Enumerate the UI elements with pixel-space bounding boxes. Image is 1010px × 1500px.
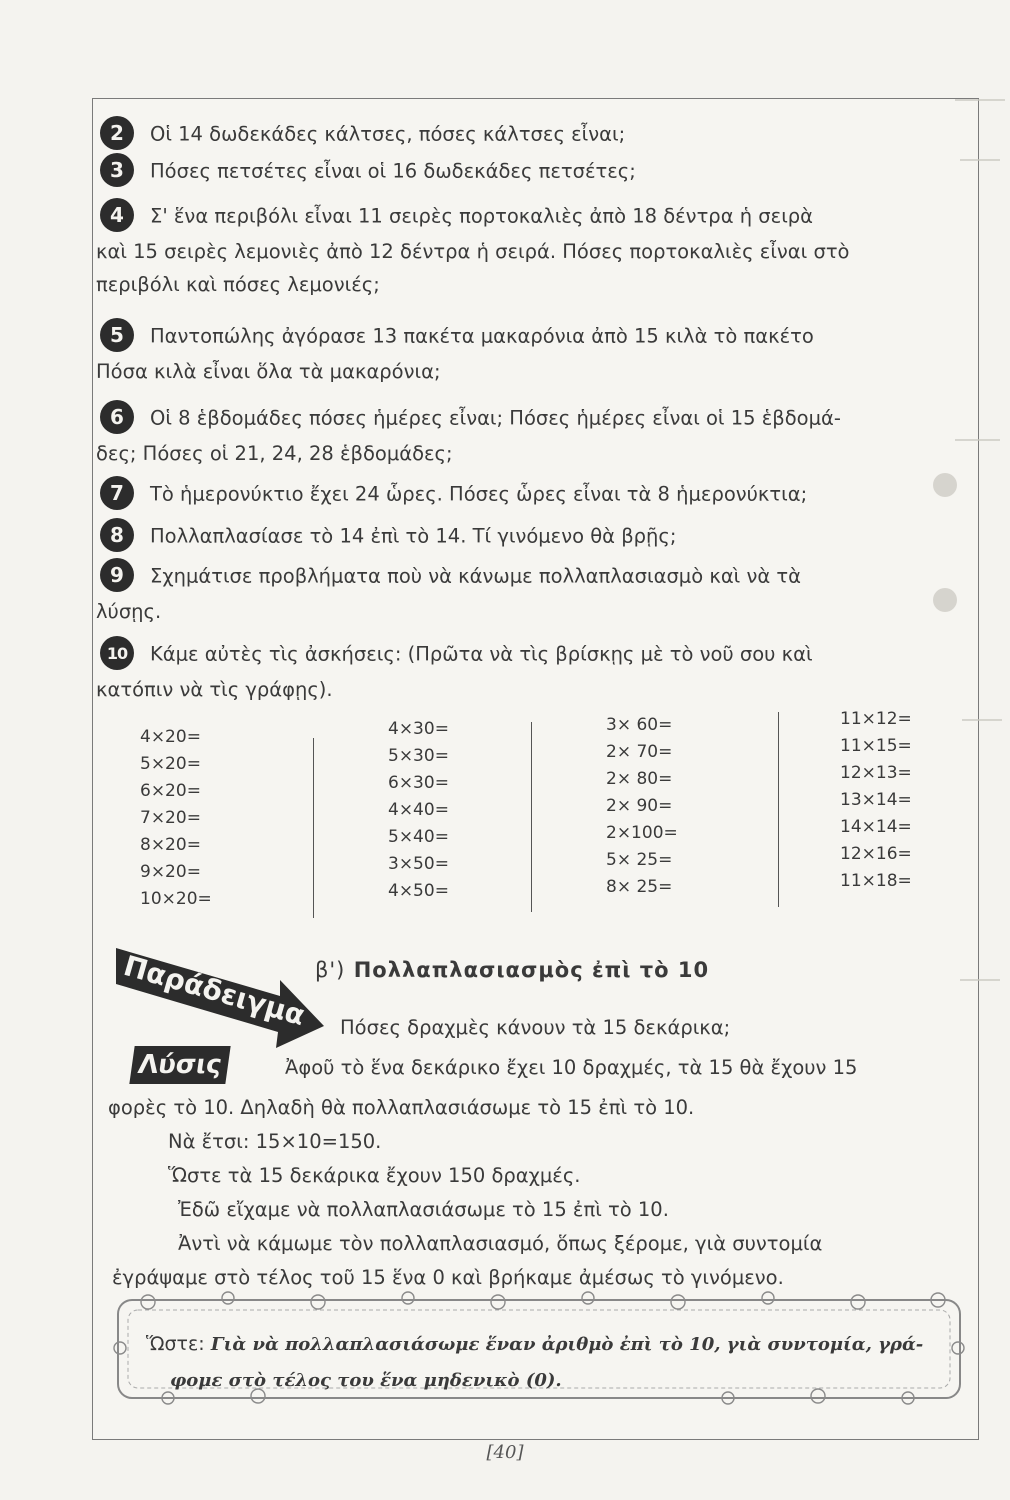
drill-item: 6×20= xyxy=(140,781,201,801)
solution-line: Ἀντὶ νὰ κάμωμε τὸν πολλαπλασιασμό, ὅπως ξέρομε, γιὰ συντομία xyxy=(178,1232,823,1255)
solution-line: Νὰ ἔτσι: 15×10=150. xyxy=(168,1130,382,1153)
exercise-8 xyxy=(100,520,970,554)
problem-text: Πόσες δραχμὲς κάνουν τὰ 15 δεκάρικα; xyxy=(340,1016,731,1039)
drill-item: 14×14= xyxy=(840,817,912,837)
exercise-3 xyxy=(100,155,970,189)
drill-item: 11×15= xyxy=(840,736,912,756)
solution-line: Ὥστε τὰ 15 δεκάρικα ἔχουν 150 δραχμές. xyxy=(168,1164,581,1187)
solution-line: Ἐδῶ εἴχαμε νὰ πολλαπλασιάσωμε τὸ 15 ἐπὶ τὸ 10. xyxy=(178,1198,669,1221)
drill-item: 12×16= xyxy=(840,844,912,864)
section-prefix: β') xyxy=(315,958,346,982)
drill-item: 8×20= xyxy=(140,835,201,855)
example-banner-arrow xyxy=(112,944,332,1054)
drill-item: 6×30= xyxy=(388,773,449,793)
section-title xyxy=(315,958,709,982)
column-divider xyxy=(313,738,314,918)
number-badge: 10 xyxy=(100,636,134,670)
exercise-text: Σ' ἕνα περιβόλι εἶναι 11 σειρὲς πορτοκαλιὲς ἀπὸ 18 δέντρα ἡ σειρὰ xyxy=(150,204,814,228)
exercise-6 xyxy=(96,402,970,469)
exercise-text: κατόπιν νὰ τὶς γράφῃς). xyxy=(96,678,333,701)
exercise-9 xyxy=(96,560,970,627)
exercise-text: καὶ 15 σειρὲς λεμονιὲς ἀπὸ 12 δέντρα ἡ σειρά. Πόσες πορτοκαλιὲς εἶναι στὸ xyxy=(96,240,850,263)
exercise-text: Παντοπώλης ἀγόρασε 13 πακέτα μακαρόνια ἀπὸ 15 κιλὰ τὸ πακέτο xyxy=(150,324,814,348)
rule-text-line: Γιὰ νὰ πολλαπλασιάσωμε ἕναν ἀριθμὸ ἐπὶ τὸ 10, γιὰ συντομία, γρά- xyxy=(210,1334,924,1355)
exercise-4 xyxy=(96,200,970,300)
drill-item: 5×40= xyxy=(388,827,449,847)
drill-item: 5×20= xyxy=(140,754,201,774)
drill-column-1 xyxy=(140,724,212,913)
rule-box xyxy=(146,1326,956,1399)
exercise-text: Τὸ ἡμερονύκτιο ἔχει 24 ὧρες. Πόσες ὧρες εἶναι τὰ 8 ἡμερονύκτια; xyxy=(150,482,808,506)
number-badge: 9 xyxy=(100,558,134,592)
drill-item: 8× 25= xyxy=(606,877,673,897)
drill-item: 4×30= xyxy=(388,719,449,739)
drill-column-3 xyxy=(606,712,678,901)
drill-item: 12×13= xyxy=(840,763,912,783)
exercise-text: Πολλαπλασίασε τὸ 14 ἐπὶ τὸ 14. Τί γινόμενο θὰ βρῇς; xyxy=(150,524,677,548)
column-divider xyxy=(778,712,779,907)
number-badge: 2 xyxy=(100,116,134,150)
number-badge: 4 xyxy=(100,198,134,232)
drill-item: 11×18= xyxy=(840,871,912,891)
number-badge: 8 xyxy=(100,518,134,552)
drill-item: 13×14= xyxy=(840,790,912,810)
drill-column-4 xyxy=(840,706,912,895)
drill-item: 3×50= xyxy=(388,854,449,874)
exercise-text: δες; Πόσες οἱ 21, 24, 28 ἑβδομάδες; xyxy=(96,442,453,465)
drill-item: 5× 25= xyxy=(606,850,673,870)
exercise-text: Κάμε αὐτὲς τὶς ἀσκήσεις: (Πρῶτα νὰ τὶς βρίσκῃς μὲ τὸ νοῦ σου καὶ xyxy=(150,642,813,666)
column-divider xyxy=(531,722,532,912)
exercise-10 xyxy=(96,638,970,705)
exercise-text: περιβόλι καὶ πόσες λεμονιές; xyxy=(96,273,380,296)
exercise-text: Οἱ 14 δωδεκάδες κάλτσες, πόσες κάλτσες εἶναι; xyxy=(150,122,626,146)
drill-item: 4×50= xyxy=(388,881,449,901)
rule-text-line: φομε στὸ τέλος του ἕνα μηδενικὸ (0). xyxy=(170,1370,562,1391)
exercise-5 xyxy=(96,320,970,387)
number-badge: 6 xyxy=(100,400,134,434)
example-banner-label: Παράδειγμα xyxy=(120,949,309,1033)
page-number: [40] xyxy=(486,1442,524,1463)
drill-item: 10×20= xyxy=(140,889,212,909)
exercise-text: Πόσες πετσέτες εἶναι οἱ 16 δωδεκάδες πετσέτες; xyxy=(150,159,636,183)
drill-column-2 xyxy=(388,716,449,905)
drill-item: 3× 60= xyxy=(606,715,673,735)
solution-line: φορὲς τὸ 10. Δηλαδὴ θὰ πολλαπλασιάσωμε τὸ 15 ἐπὶ τὸ 10. xyxy=(108,1096,695,1119)
solution-line: Ἀφοῦ τὸ ἕνα δεκάρικο ἔχει 10 δραχμές, τὰ 15 θὰ ἔχουν 15 xyxy=(285,1056,858,1079)
exercise-text: Οἱ 8 ἑβδομάδες πόσες ἡμέρες εἶναι; Πόσες ἡμέρες εἶναι οἱ 15 ἑβδομά- xyxy=(150,406,841,430)
drill-item: 9×20= xyxy=(140,862,201,882)
number-badge: 7 xyxy=(100,476,134,510)
exercise-2 xyxy=(100,118,970,152)
solution-line: ἐγράψαμε στὸ τέλος τοῦ 15 ἕνα 0 καὶ βρήκαμε ἀμέσως τὸ γινόμενο. xyxy=(112,1266,784,1289)
rule-lead: Ὥστε: xyxy=(146,1333,205,1355)
drill-item: 11×12= xyxy=(840,709,912,729)
drill-item: 4×40= xyxy=(388,800,449,820)
solution-label: Λύσις xyxy=(129,1046,230,1084)
drill-item: 4×20= xyxy=(140,727,201,747)
section-heading: Πολλαπλασιασμὸς ἐπὶ τὸ 10 xyxy=(353,958,710,982)
exercise-7 xyxy=(100,478,970,512)
exercise-text: Πόσα κιλὰ εἶναι ὅλα τὰ μακαρόνια; xyxy=(96,360,441,383)
exercise-text: Σχημάτισε προβλήματα ποὺ νὰ κάνωμε πολλαπλασιασμὸ καὶ νὰ τὰ xyxy=(150,564,802,588)
drill-item: 2×100= xyxy=(606,823,678,843)
drill-item: 7×20= xyxy=(140,808,201,828)
drill-item: 5×30= xyxy=(388,746,449,766)
exercise-text: λύσῃς. xyxy=(96,600,162,623)
number-badge: 3 xyxy=(100,153,134,187)
drill-item: 2× 90= xyxy=(606,796,673,816)
number-badge: 5 xyxy=(100,318,134,352)
drill-item: 2× 80= xyxy=(606,769,673,789)
drill-item: 2× 70= xyxy=(606,742,673,762)
